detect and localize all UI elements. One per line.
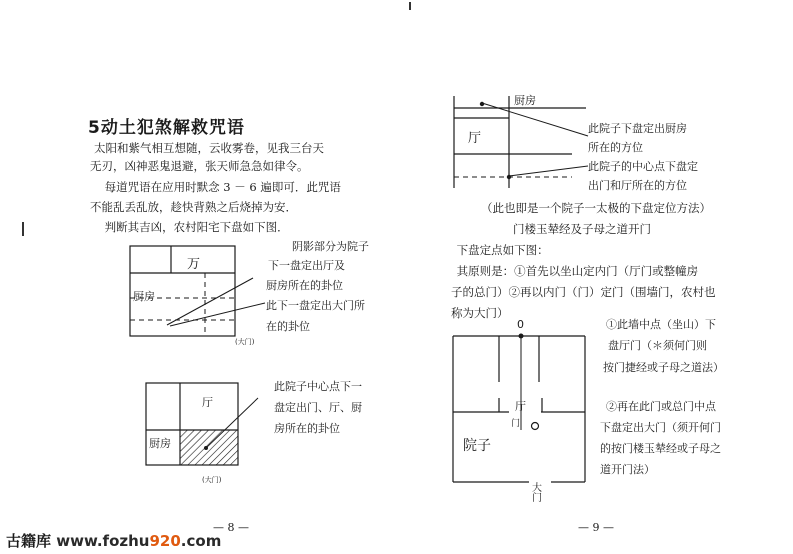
figure-4-gate-label: 大门 <box>529 482 541 502</box>
figure-2-room-left: 厨房 <box>149 437 171 450</box>
figure-3-caption-4: 出门和厅所在的方位 <box>588 179 687 192</box>
figure-4-caption-2: 盘厅门（＊须何门则 <box>608 339 707 352</box>
site-name: 古籍库 <box>6 532 52 550</box>
figure-4-diagram <box>447 312 597 504</box>
figure-3-caption-2: 所在的方位 <box>588 141 643 154</box>
figure-4-caption-4: ②再在此门或总门中点 <box>606 400 716 413</box>
figure-4-hall-door-label: 门 <box>511 419 521 429</box>
figure-3-diagram <box>452 88 592 198</box>
figure-2-yard-shading <box>180 430 238 465</box>
right-body-line-2: 门楼玉辇经及子母之道开门 <box>513 222 651 236</box>
figure-4-point-hall <box>532 423 539 430</box>
figure-3-room-top: 厨房 <box>514 94 536 107</box>
figure-2-door-label: (大门) <box>202 476 222 484</box>
body-line-1: 太阳和紫气相互想随，云收雾卷，见我三台天 <box>94 141 324 155</box>
site-url-prefix: www.fozhu <box>56 532 150 550</box>
figure-1-arrow <box>167 278 253 325</box>
figure-2-diagram <box>140 378 260 490</box>
site-url-suffix: .com <box>180 532 222 550</box>
right-body-line-1: （此也即是一个院子一太极的下盘定位方法） <box>481 201 711 215</box>
body-line-4: 不能乱丢乱放，趁快背熟之后烧掉为安． <box>90 200 297 214</box>
body-line-5: 判断其吉凶，农村阳宅下盘如下图． <box>90 220 289 234</box>
page-title: 5动土犯煞解救咒语 <box>88 118 245 138</box>
figure-1-diagram <box>125 240 275 350</box>
figure-4-point-top <box>519 334 524 339</box>
figure-1-room-left: 厨房 <box>133 290 155 303</box>
right-body-line-3: 下盘定点如下图： <box>442 243 549 257</box>
figure-3-point-center <box>507 175 511 179</box>
page-number-right: — 9 — <box>578 521 614 534</box>
figure-1-arrow <box>170 303 265 326</box>
figure-4-caption-6: 的按门楼玉辇经或子母之 <box>600 442 721 455</box>
site-watermark[interactable] <box>6 530 221 551</box>
figure-2-room-top: 厅 <box>202 396 213 409</box>
binding-mark-left <box>22 222 24 236</box>
right-body-line-5: 子的总门）②再以内门（门）定门（围墙门，农村也 <box>451 285 716 299</box>
figure-4-caption-1: ①此墙中点（坐山）下 <box>606 318 716 331</box>
figure-1-door-label: (大门) <box>235 338 255 346</box>
body-line-2: 无刃，凶神恶鬼退避，张天师急急如律令。 <box>90 159 309 173</box>
right-body-line-6: 称为大门） <box>451 306 509 320</box>
figure-2-center-point <box>204 446 208 450</box>
figure-4-caption-5: 下盘定出大门（须开何门 <box>600 421 721 434</box>
figure-2-caption-2: 盘定出门、厅、厨 <box>274 401 362 414</box>
figure-3-point-top <box>480 102 484 106</box>
right-body-line-4: 其原则是：①首先以坐山定内门（厅门或整幢房 <box>442 264 699 278</box>
figure-1-caption-5: 在的卦位 <box>266 320 310 333</box>
figure-4-caption-7: 道开门法） <box>600 463 655 476</box>
figure-2-caption-3: 房所在的卦位 <box>274 422 340 435</box>
page-number-left: — 8 — <box>213 521 249 534</box>
figure-4-yard-label: 院子 <box>463 438 491 454</box>
figure-3-caption-3: 此院子的中心点下盘定 <box>588 160 698 173</box>
figure-1-caption-3: 厨房所在的卦位 <box>266 279 343 292</box>
figure-4-caption-3: 按门捷经或子母之道法） <box>603 361 724 374</box>
figure-4-point-label: 0 <box>517 318 524 331</box>
figure-3-caption-1: 此院子下盘定出厨房 <box>588 122 687 135</box>
figure-1-room-top: 万 <box>187 257 201 272</box>
figure-1-caption-2: 下一盘定出厅及 <box>268 259 345 272</box>
binding-mark-top <box>409 2 411 10</box>
body-line-3: 每道咒语在应用时默念 3 － 6 遍即可．此咒语 <box>90 180 341 194</box>
figure-3-room-left: 厅 <box>468 131 482 146</box>
site-url-number: 920 <box>149 532 181 550</box>
figure-1-caption-1: 阴影部分为院子 <box>292 240 369 253</box>
figure-4-hall-label: 厅 <box>515 400 526 413</box>
figure-1-caption-4: 此下一盘定出大门所 <box>266 299 365 312</box>
figure-3-arrow <box>509 166 588 176</box>
figure-2-caption-1: 此院子中心点下一 <box>274 380 362 393</box>
